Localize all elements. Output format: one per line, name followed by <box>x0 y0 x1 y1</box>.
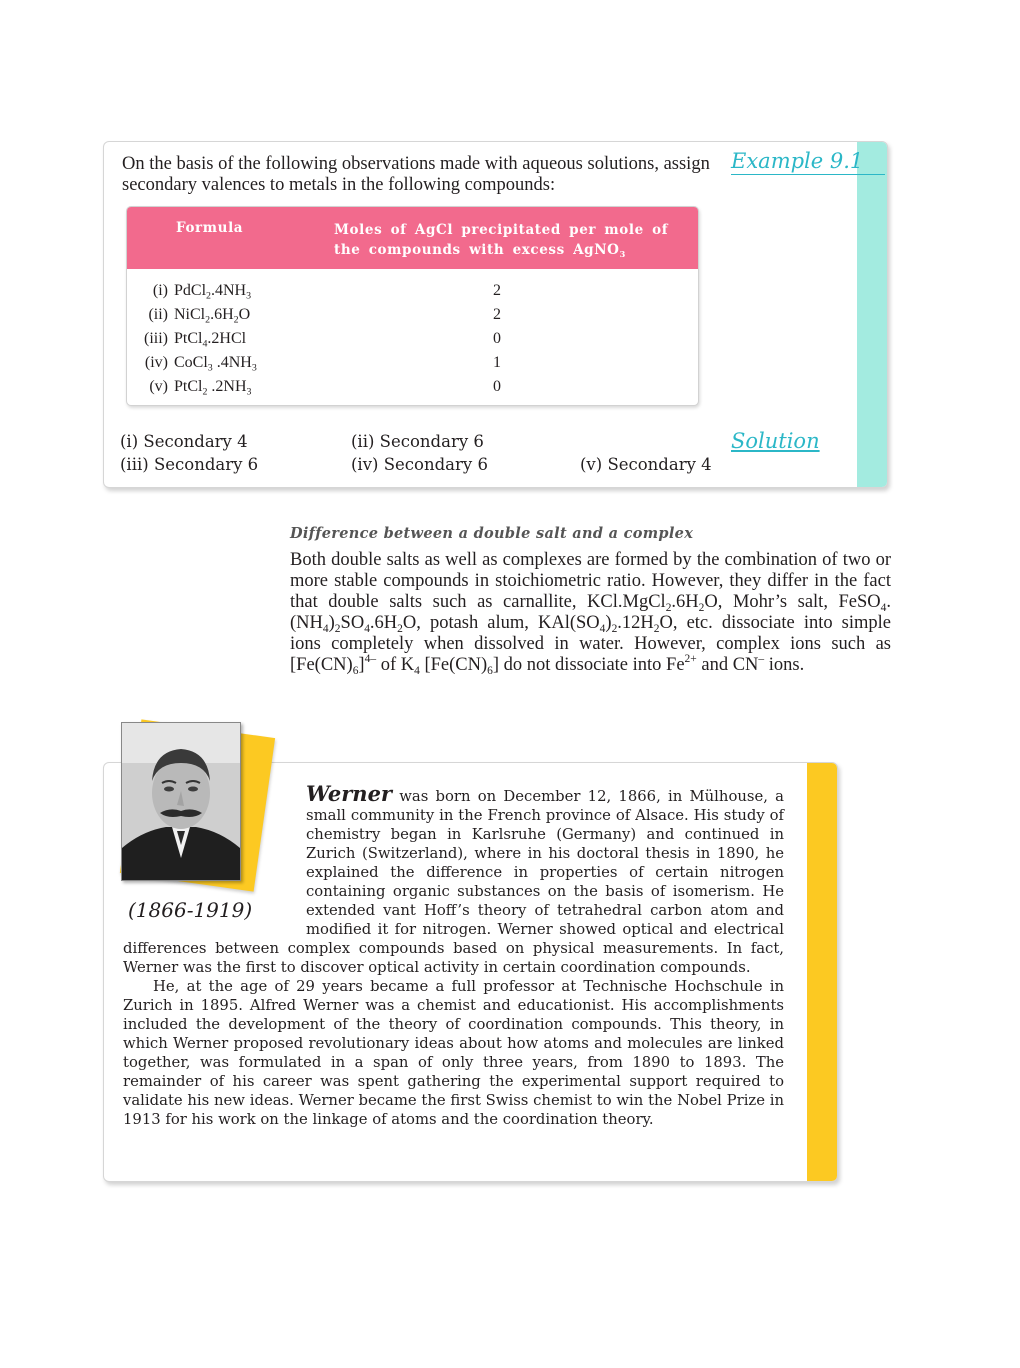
example-box <box>103 141 888 488</box>
formula-cell: $PdCl_2.4NH_3$ <box>174 282 252 302</box>
formula-cell: CoCl$_3$ $.4NH_3$ <box>174 354 257 374</box>
column-header-formula: Formula <box>176 220 244 236</box>
example-question: On the basis of the following observations made with aqueous solutions, assign secondary valences to metals in the following compounds: <box>122 154 710 195</box>
biography-text <box>123 781 784 1129</box>
observation-table <box>126 206 699 406</box>
werner-name: Werner <box>306 781 392 806</box>
formula-cell: $NiCl_2.6H_2O$ <box>174 306 251 326</box>
solution-label: Solution <box>731 429 820 453</box>
biography-paragraph-1: was born on December 12, 1866, in Mülhouse, a small community in the French province of Alsace. His study of chemistry began in Karlsruhe (Germany) and continued in Zurich (Switzerland), where in his doctoral thesis in 1890, he explained the difference in properties of certain nitrogen containing organic substances on the basis of isomerism. He extended vant Hoff’s theory of tetrahedral carbon atom and modified it for nitrogen. Werner showed optical and electrical differences between complex compounds based on physical measurements. In fact, Werner was the first to discover optical activity in certain coordination compounds. <box>123 788 784 976</box>
answer-item: (ii) Secondary 6 <box>351 432 484 451</box>
table-row: (ii) $NiCl_2.6H_2O$ 2 <box>148 306 501 326</box>
section-subheading: Difference between a double salt and a complex <box>290 525 694 542</box>
answer-item: (v) Secondary 4 <box>580 455 712 474</box>
table-row: (iii) PtCl$_4$.2HCl 0 <box>144 330 501 350</box>
example-side-strip <box>857 142 887 487</box>
answer-item: (iii) Secondary 6 <box>120 455 259 474</box>
table-header <box>127 207 698 269</box>
section-paragraph: Both double salts as well as complexes are formed by the combination of two or more stable compounds in stoichiometric ratio. However, they differ in the fact that double salts such as carnallite, $KCl.MgCl_2.6H_2O$, Mohr’s salt, $FeSO_4.(NH_4)_2SO_4.6H_2O$, potash alum, $KAl(SO_4)_2.12H_2O$, etc. dissociate into simple ions completely when dissolved in water. However, complex ions such as $[Fe(CN)_6]^{4-}$ of $K_4$ $[Fe(CN)_6]$ do not dissociate into $Fe^{2+}$ and CN– ions. <box>290 550 891 677</box>
table-row: (v) PtCl$_2$ $.2NH_3$ 0 <box>149 378 501 398</box>
table-row: (i) $PdCl_2.4NH_3$ 2 <box>152 282 501 302</box>
table-body <box>127 279 698 399</box>
example-label: Example 9.1 <box>731 148 885 175</box>
formula-cell: PtCl$_4$.2HCl <box>174 330 247 350</box>
formula-cell: PtCl$_2$ $.2NH_3$ <box>174 378 252 398</box>
answer-item: (i) Secondary 4 <box>120 432 248 451</box>
werner-years: (1866-1919) <box>128 898 253 922</box>
biography-paragraph-2: He, at the age of 29 years became a full professor at Technische Hochschule in Zurich in 1895. Alfred Werner was a chemist and educationist. His accomplishments included the development of the theory of coordination compounds. This theory, in which Werner proposed revolutionary ideas about how atoms and molecules are linked together, was formulated in a span of only three years, from 1890 to 1893. The remainder of his career was spent gathering the experimental support required to validate his new ideas. Werner became the first Swiss chemist to win the Nobel Prize in 1913 for his work on the linkage of atoms and the coordination theory. <box>123 978 784 1128</box>
biography-side-strip <box>807 763 837 1181</box>
table-row: (iv) CoCl$_3$ $.4NH_3$ 1 <box>144 354 501 374</box>
answer-item: (iv) Secondary 6 <box>351 455 488 474</box>
column-header-moles: Moles of AgCl precipitated per mole of the compounds with excess AgNO$_3$ <box>334 222 669 259</box>
